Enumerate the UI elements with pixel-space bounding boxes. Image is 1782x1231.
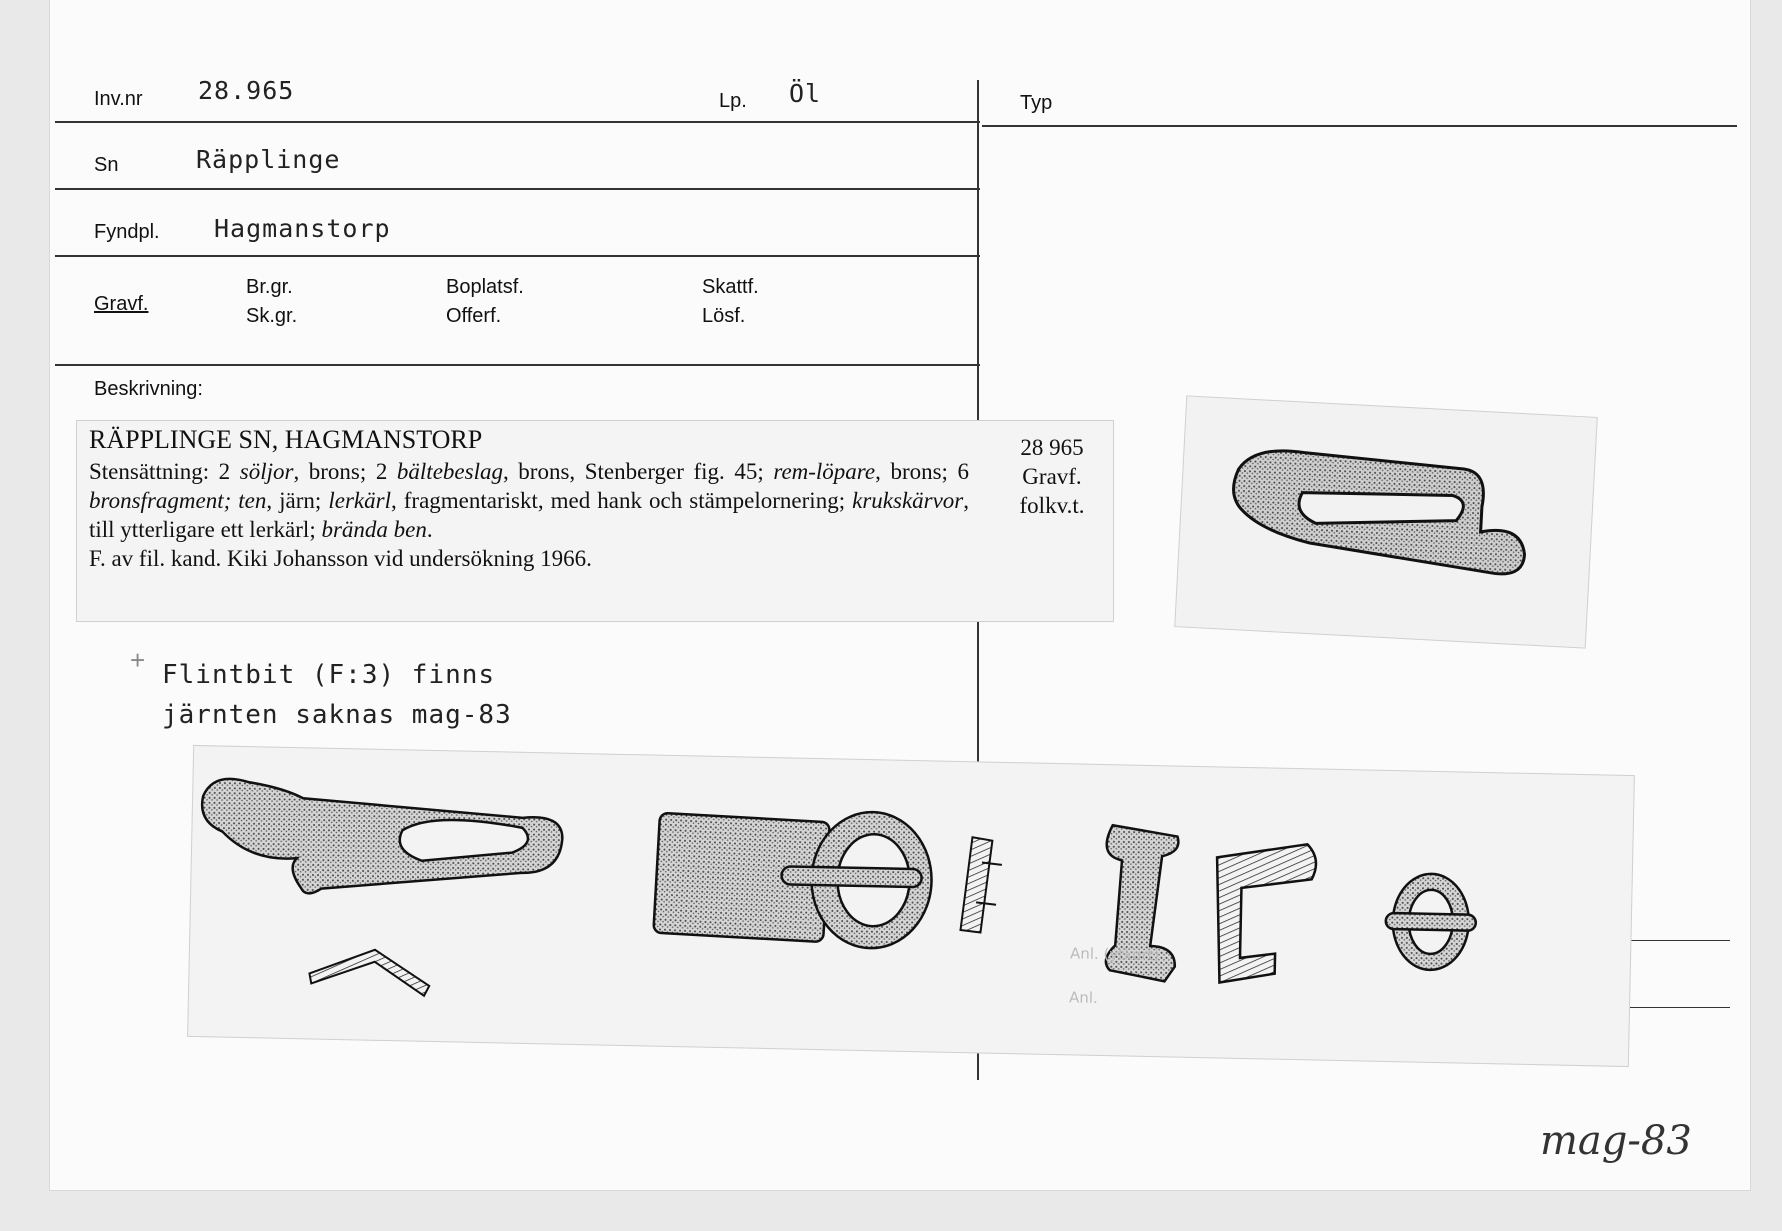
description-segment: lerkärl [328,488,391,513]
skgr-option: Sk.gr. [246,305,298,327]
side-invnr: 28 965 [1020,435,1084,460]
fyndpl-label: Fyndpl. [94,221,160,243]
description-side [997,433,1107,520]
losf-option: Lösf. [702,305,746,327]
description-segment: , fragmentariskt, med hank och stämpelornering; [390,488,853,513]
brgr-option: Br.gr. [246,276,293,298]
typ-label: Typ [1020,92,1053,114]
description-segment: , järn; [266,488,329,513]
finds-drawing [188,746,1634,1066]
invnr-value: 28.965 [198,76,295,105]
offerf-option: Offerf. [446,305,502,327]
sn-label: Sn [94,154,119,176]
description-segment: Stensättning: 2 [89,459,240,484]
invnr-label: Inv.nr [94,88,143,110]
description-segment: , brons, Stenberger fig. 45; [502,459,774,484]
buckle-plate-drawing [653,808,933,950]
description-segment: söljor [239,459,294,484]
fyndpl-value: Hagmanstorp [214,214,391,243]
rule-invnr [55,121,980,123]
description-title: RÄPPLINGE SN, HAGMANSTORP [89,425,483,454]
rule-typ [982,125,1737,127]
rule-sn [55,188,980,190]
small-buckle-drawing [1385,873,1477,971]
skattf-option: Skattf. [702,276,759,298]
lp-value: Öl [789,79,822,108]
rule-findtype [55,364,980,366]
note-line-2: järnten saknas mag-83 [162,700,512,730]
plus-mark: + [130,645,146,675]
illustration-slip-right [1174,395,1598,648]
catalog-card [50,0,1750,1190]
description-segment: rem-löpare [773,459,876,484]
description-slip [76,420,1114,622]
side-gravf: Gravf. [1022,464,1082,489]
gravf-option: Gravf. [94,293,149,315]
description-segment: , till ytterligare ett lerkärl; [89,488,970,542]
description-segment: bronsfragment; ten [89,488,267,513]
description-segment: . [426,517,433,542]
boplatsf-option: Boplatsf. [446,276,524,298]
side-folkvt: folkv.t. [1019,493,1085,518]
description-segment: krukskärvor [852,488,964,513]
belt-fitting-drawing [1175,396,1596,647]
rule-fyndpl [55,255,980,257]
description-segment: bältebeslag [396,459,503,484]
description-segment: , brons; 6 [875,459,970,484]
sn-value: Räpplinge [196,145,341,174]
strap-runner-drawing [200,778,563,898]
note-line-1: Flintbit (F:3) finns [162,660,496,690]
description-finder: F. av fil. kand. Kiki Johansson vid undersökning 1966. [89,546,592,571]
beskrivning-label: Beskrivning: [94,378,203,400]
handwritten-annotation: mag-83 [1540,1118,1692,1164]
faint-text-1: Anl. (ytkort) [1069,944,1160,965]
lp-label: Lp. [719,90,747,112]
description-text [89,459,969,542]
description-segment: , brons; 2 [293,459,397,484]
illustration-slip-bottom [187,745,1635,1067]
description-segment: brända ben [321,517,427,542]
rule-right-b [1622,1007,1730,1008]
rule-right-a [1622,940,1730,941]
description-body [89,457,969,573]
faint-text-2: Anl. [1068,988,1099,1007]
